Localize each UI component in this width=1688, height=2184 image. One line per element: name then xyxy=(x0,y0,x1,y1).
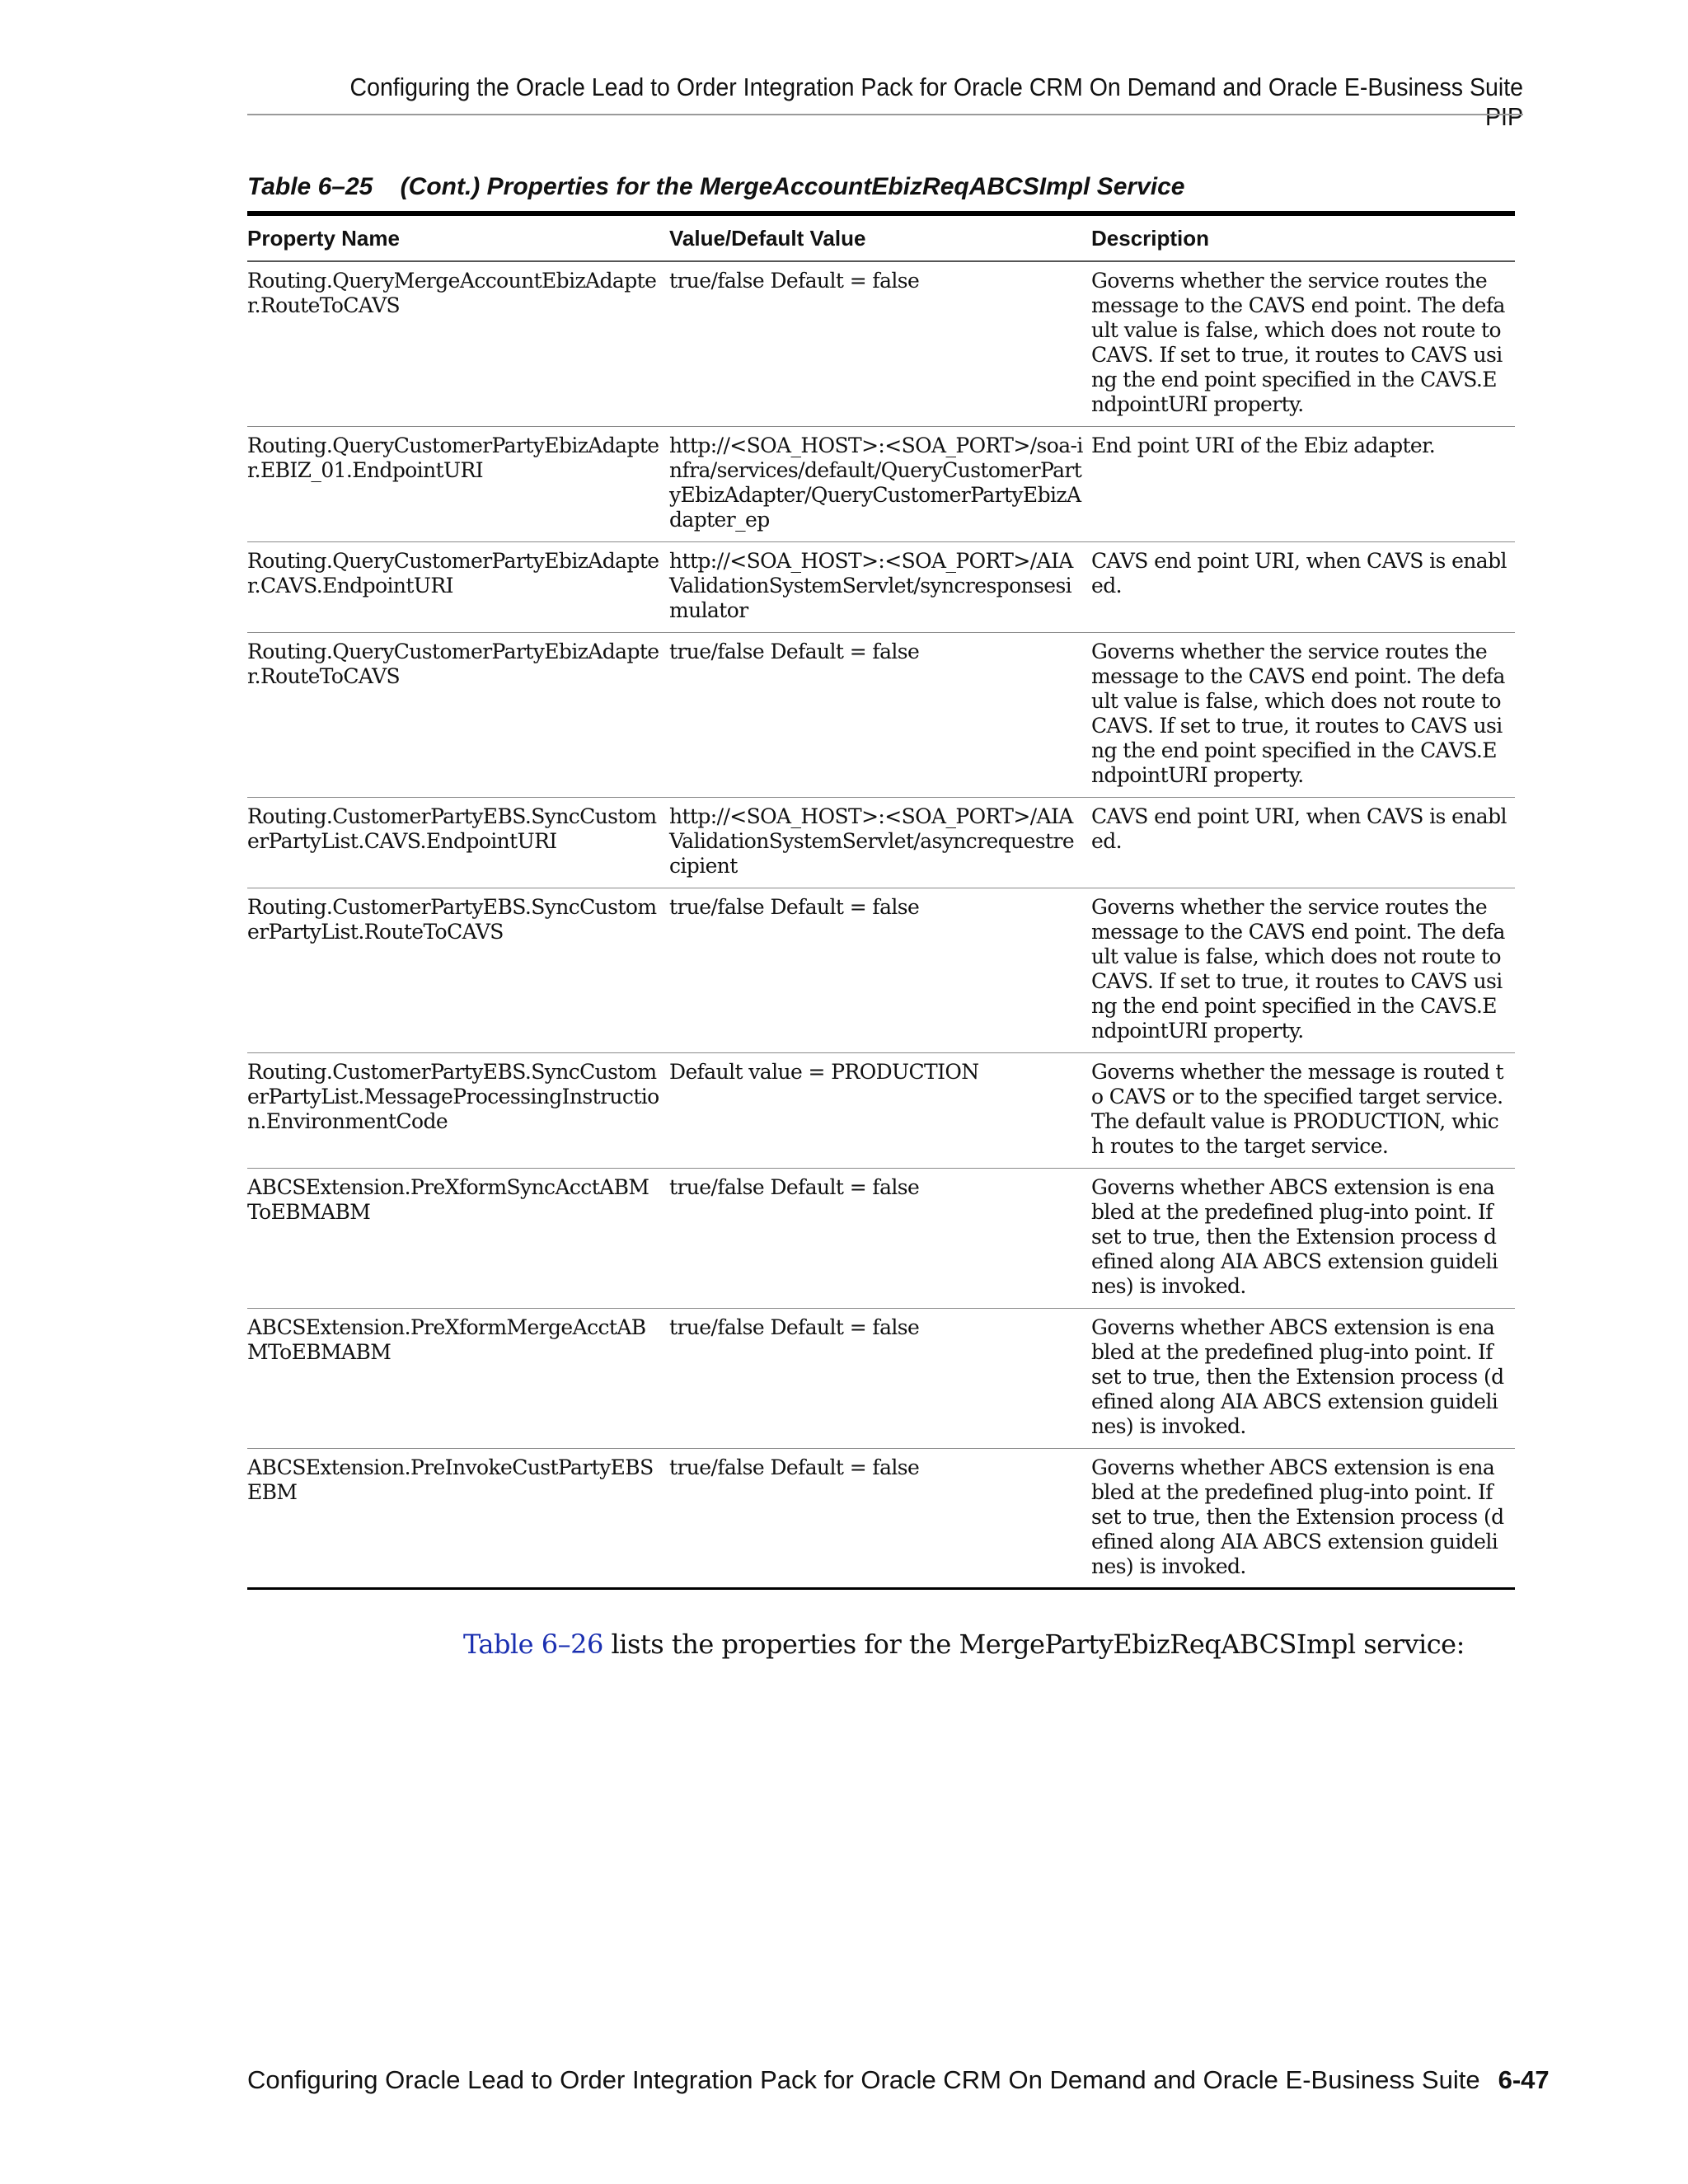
cell-description: CAVS end point URI, when CAVS is enabled. xyxy=(1091,804,1507,853)
table-row xyxy=(247,1052,1515,1168)
paragraph-text: lists the properties for the MergePartyEbizReqABCSImpl service: xyxy=(603,1629,1465,1660)
cell-value: true/false Default = false xyxy=(669,1455,920,1479)
table-row xyxy=(247,632,1515,797)
cell-description: Governs whether the service routes the message to the CAVS end point. The default value is false, which does not route to CAVS. If set to true, it routes to CAVS using the end point specified in the CAVS.EndpointURI property. xyxy=(1091,269,1505,416)
table-row xyxy=(247,426,1515,541)
header-description: Description xyxy=(1091,225,1210,251)
properties-table-container xyxy=(247,211,1515,1590)
table-caption-number: Table 6–25 xyxy=(247,173,373,200)
table-row xyxy=(247,261,1515,426)
cell-property: Routing.CustomerPartyEBS.SyncCustomerPartyList.CAVS.EndpointURI xyxy=(247,804,657,853)
properties-table xyxy=(247,211,1515,1590)
header-value: Value/Default Value xyxy=(669,225,866,251)
table-cross-reference-link[interactable]: Table 6–26 xyxy=(463,1629,603,1660)
cell-description: End point URI of the Ebiz adapter. xyxy=(1091,433,1436,457)
cell-description: Governs whether the service routes the message to the CAVS end point. The default value is false, which does not route to CAVS. If set to true, it routes to CAVS using the end point specified in the CAVS.EndpointURI property. xyxy=(1091,639,1505,787)
cell-property: Routing.CustomerPartyEBS.SyncCustomerPartyList.RouteToCAVS xyxy=(247,894,657,944)
table-header-row xyxy=(247,213,1515,261)
cell-value: true/false Default = false xyxy=(669,639,920,663)
cell-description: Governs whether ABCS extension is enabled at the predefined plug-into point. If set to true, then the Extension process (defined along AIA ABCS extension guidelines) is invoked. xyxy=(1091,1455,1504,1578)
cell-value: true/false Default = false xyxy=(669,894,920,919)
cell-value: true/false Default = false xyxy=(669,1174,920,1199)
page-footer xyxy=(247,2065,1550,2095)
cell-value: true/false Default = false xyxy=(669,269,920,293)
cell-description: CAVS end point URI, when CAVS is enabled. xyxy=(1091,548,1507,598)
cell-property: Routing.QueryMergeAccountEbizAdapter.RouteToCAVS xyxy=(247,269,657,317)
cell-property: ABCSExtension.PreXformMergeAcctABMToEBMABM xyxy=(247,1315,646,1364)
cell-description: Governs whether ABCS extension is enabled at the predefined plug-into point. If set to true, then the Extension process defined along AIA ABCS extension guidelines) is invoked. xyxy=(1091,1174,1498,1298)
table-row xyxy=(247,888,1515,1052)
cell-value: http://<SOA_HOST>:<SOA_PORT>/soa-infra/services/default/QueryCustomerPartyEbizAdapter/QueryCustomerPartyEbizAdapter_ep xyxy=(669,433,1083,532)
cell-description: Governs whether ABCS extension is enabled at the predefined plug-into point. If set to true, then the Extension process (defined along AIA ABCS extension guidelines) is invoked. xyxy=(1091,1315,1504,1438)
cell-property: Routing.QueryCustomerPartyEbizAdapter.CAVS.EndpointURI xyxy=(247,548,659,598)
running-header: Configuring the Oracle Lead to Order Integration Pack for Oracle CRM On Demand and Oracle E-Business Suite PIP xyxy=(349,73,1524,131)
footer-title: Configuring Oracle Lead to Order Integration Pack for Oracle CRM On Demand and Oracle E-Business Suite xyxy=(247,2065,1480,2094)
cell-property: ABCSExtension.PreXformSyncAcctABMToEBMABM xyxy=(247,1174,649,1224)
cell-value: http://<SOA_HOST>:<SOA_PORT>/AIAValidationSystemServlet/asyncrequestrecipient xyxy=(669,804,1075,878)
cell-property: Routing.QueryCustomerPartyEbizAdapter.RouteToCAVS xyxy=(247,639,659,688)
header-rule xyxy=(247,114,1523,115)
cell-description: Governs whether the service routes the message to the CAVS end point. The default value is false, which does not route to CAVS. If set to true, it routes to CAVS using the end point specified in the CAVS.EndpointURI property. xyxy=(1091,894,1505,1043)
cell-property: Routing.QueryCustomerPartyEbizAdapter.EBIZ_01.EndpointURI xyxy=(247,433,659,482)
header-property-name: Property Name xyxy=(247,225,400,251)
page-number: 6-47 xyxy=(1498,2065,1550,2094)
table-row xyxy=(247,541,1515,632)
body-paragraph xyxy=(463,1629,1465,1660)
table-row xyxy=(247,1168,1515,1308)
cell-description: Governs whether the message is routed to CAVS or to the specified target service. The default value is PRODUCTION, which routes to the target service. xyxy=(1091,1059,1503,1158)
table-row xyxy=(247,797,1515,888)
cell-property: ABCSExtension.PreInvokeCustPartyEBSEBM xyxy=(247,1455,654,1504)
cell-value: http://<SOA_HOST>:<SOA_PORT>/AIAValidationSystemServlet/syncresponsesimulator xyxy=(669,548,1073,622)
table-row xyxy=(247,1308,1515,1448)
cell-value: Default value = PRODUCTION xyxy=(669,1059,979,1084)
table-caption-title: (Cont.) Properties for the MergeAccountEbizReqABCSImpl Service xyxy=(400,173,1185,200)
table-row xyxy=(247,1448,1515,1588)
cell-value: true/false Default = false xyxy=(669,1315,920,1339)
table-caption xyxy=(247,173,1184,201)
cell-property: Routing.CustomerPartyEBS.SyncCustomerPartyList.MessageProcessingInstruction.EnvironmentCode xyxy=(247,1059,659,1133)
